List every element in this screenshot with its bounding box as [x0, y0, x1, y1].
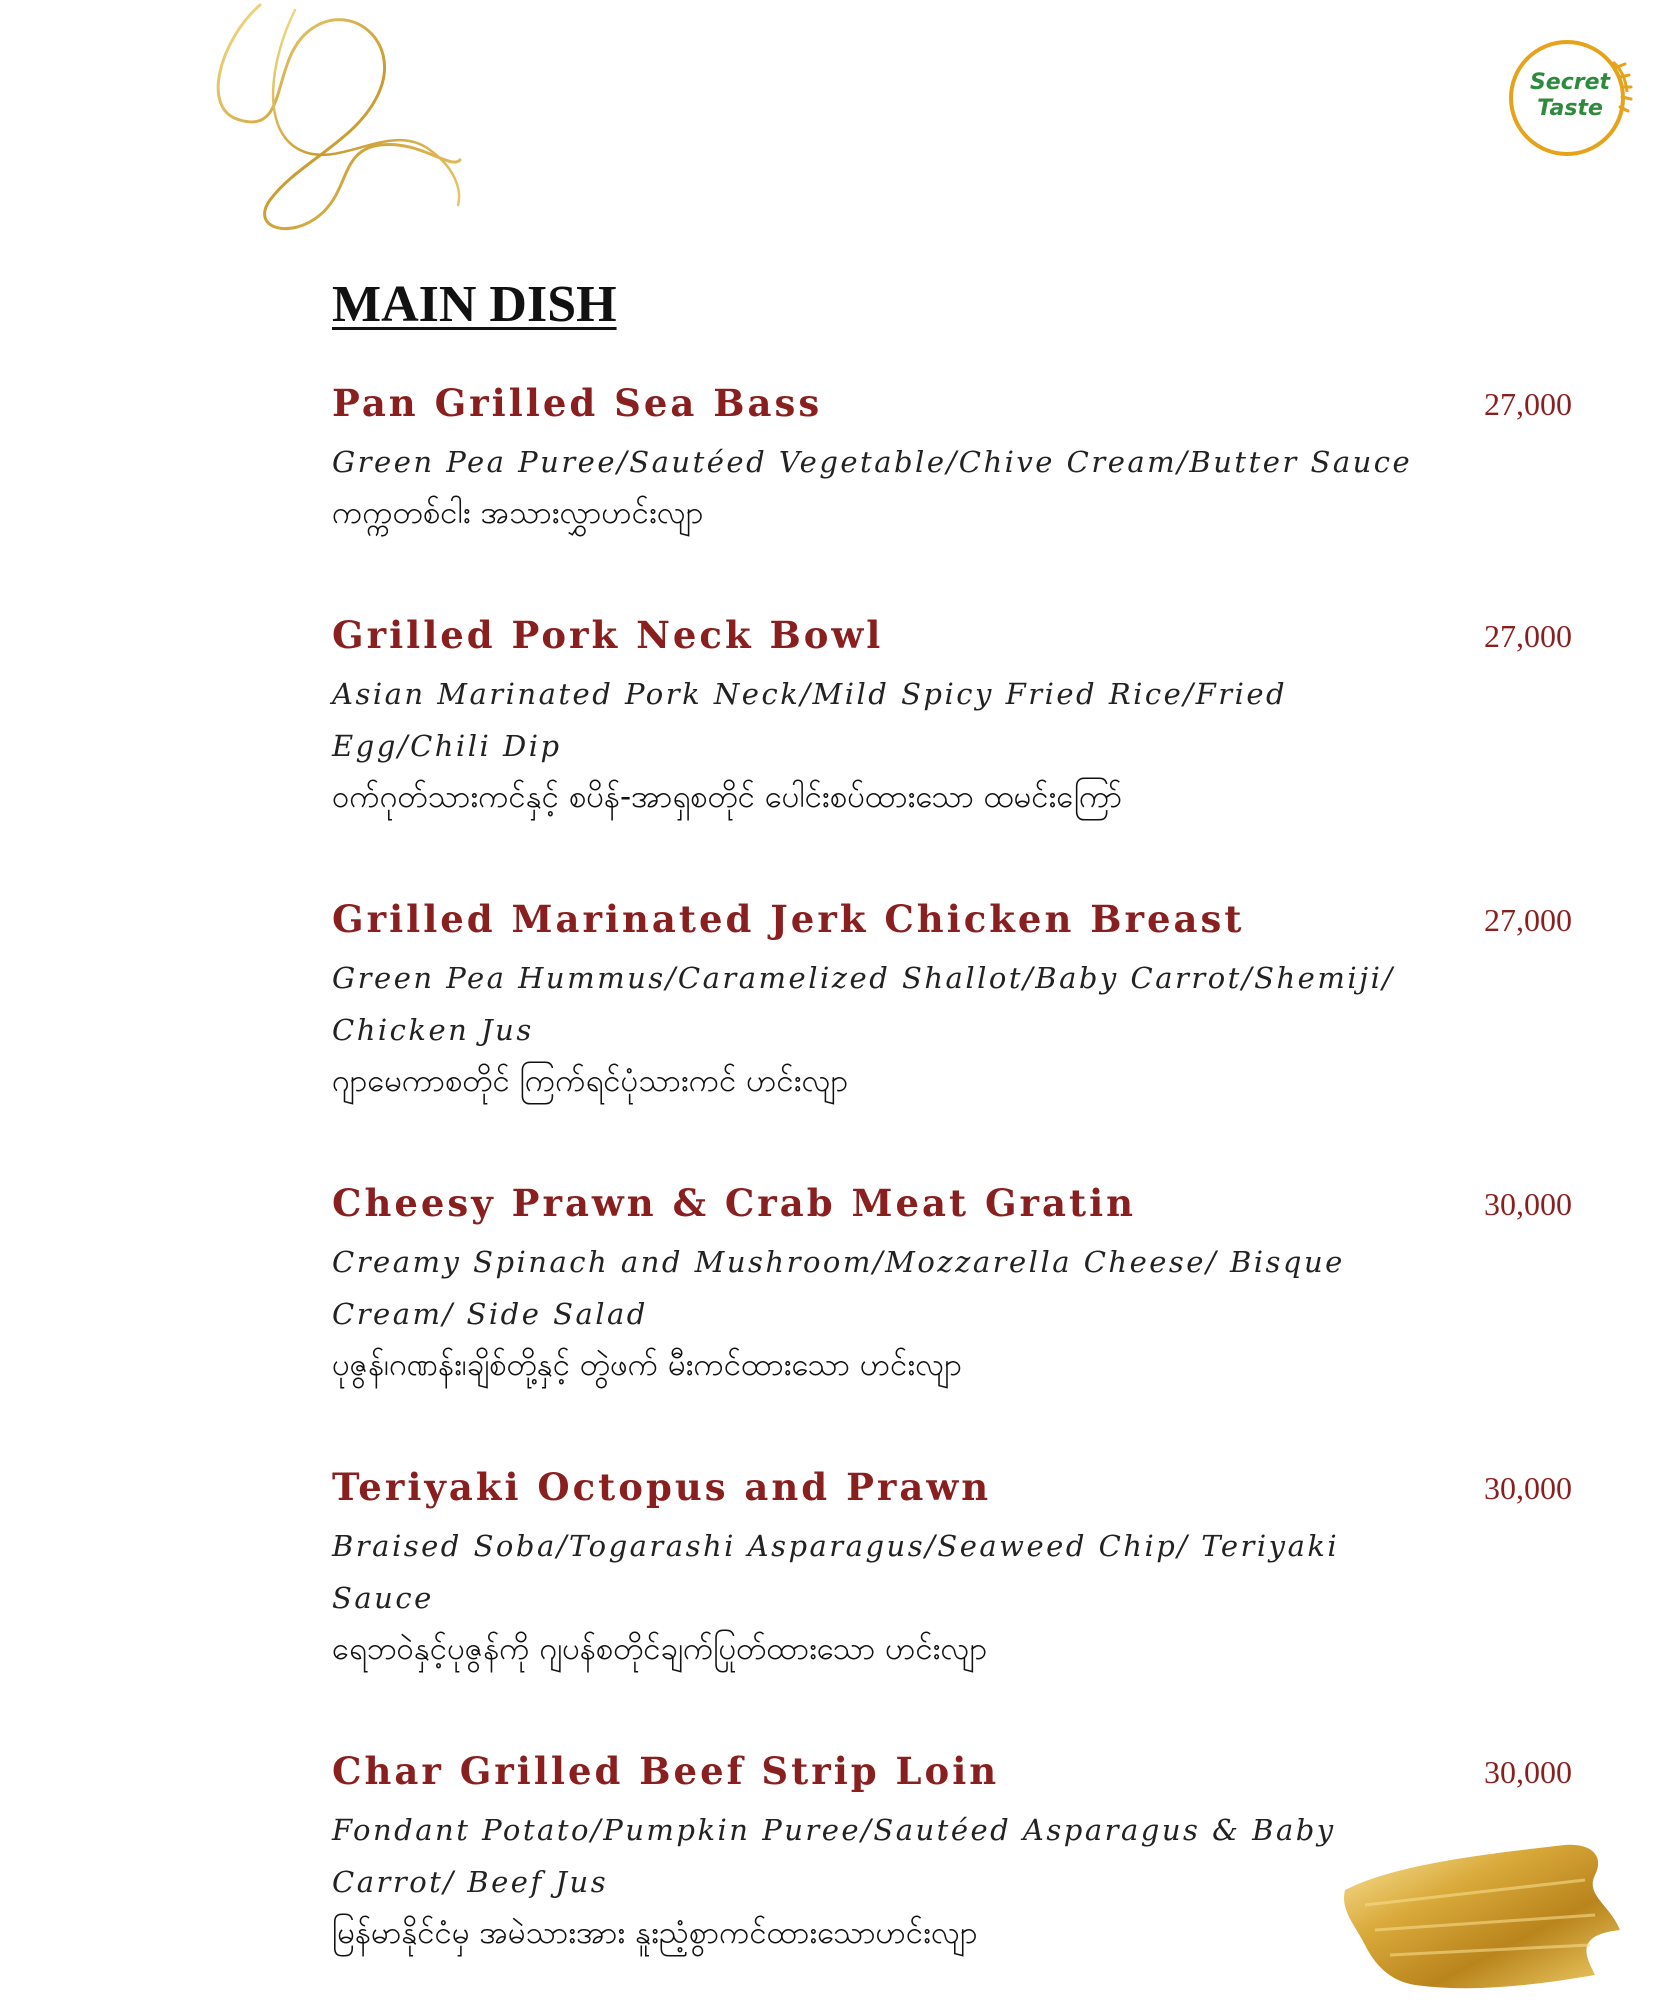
dish-description: Asian Marinated Pork Neck/Mild Spicy Fried Rice/Fried Egg/Chili Dip	[332, 677, 1288, 763]
dish-description: Green Pea Hummus/Caramelized Shallot/Baby Carrot/Shemiji/ Chicken Jus	[332, 961, 1395, 1047]
dish-local-name: ရေဘဝဲနှင့်ပုဇွန်ကို ဂျပန်စတိုင်ချက်ပြုတ်ထားသော ဟင်းလျာ	[332, 1631, 988, 1667]
dish-price: 27,000	[1484, 902, 1572, 938]
dish-price: 30,000	[1484, 1186, 1572, 1222]
dish-description: Braised Soba/Togarashi Asparagus/Seaweed Chip/ Teriyaki Sauce	[332, 1529, 1340, 1615]
dish-price: 27,000	[1484, 386, 1572, 422]
section-title: MAIN DISH	[332, 276, 617, 333]
dish-item	[332, 1178, 1572, 1390]
dish-name: Grilled Marinated Jerk Chicken Breast	[332, 897, 1245, 941]
dish-local-name: ဝက်ဂုတ်သားကင်နှင့် စပိန်-အာရှစတိုင် ပေါင်းစပ်ထားသော ထမင်းကြော်	[332, 779, 1123, 815]
dish-item	[332, 378, 1572, 538]
dish-item	[332, 1462, 1572, 1674]
dish-description: Creamy Spinach and Mushroom/Mozzarella Cheese/ Bisque Cream/ Side Salad	[332, 1245, 1345, 1331]
logo-line-2: Taste	[1537, 96, 1603, 121]
dish-price: 30,000	[1484, 1470, 1572, 1506]
dish-price: 30,000	[1484, 1754, 1572, 1790]
dish-item	[332, 610, 1572, 822]
secret-taste-logo	[1505, 32, 1635, 162]
dish-local-name: ပုဇွန်၊ဂဏန်း၊ချိစ်တို့နှင့် တွဲဖက် မီးကင်ထားသော ဟင်းလျာ	[332, 1347, 962, 1383]
dish-name: Cheesy Prawn & Crab Meat Gratin	[332, 1181, 1137, 1225]
dish-name: Teriyaki Octopus and Prawn	[332, 1465, 992, 1509]
gold-swirl-decoration	[200, 0, 480, 240]
dish-description: Fondant Potato/Pumpkin Puree/Sautéed Asparagus & Baby Carrot/ Beef Jus	[332, 1813, 1336, 1899]
dish-item	[332, 894, 1572, 1106]
logo-line-1: Secret	[1529, 70, 1611, 95]
dish-local-name: ကက္ကတစ်ငါး အသားလွှာဟင်းလျာ	[332, 495, 704, 531]
dish-price: 27,000	[1484, 618, 1572, 654]
dish-name: Pan Grilled Sea Bass	[332, 381, 823, 425]
dish-name: Char Grilled Beef Strip Loin	[332, 1749, 1000, 1793]
dish-local-name: မြန်မာနိုင်ငံမှ အမဲသားအား နူးညံ့စွာကင်ထားသောဟင်းလျာ	[332, 1915, 978, 1951]
gold-brush-decoration	[1335, 1835, 1625, 1995]
dish-local-name: ဂျာမေကာစတိုင် ကြက်ရင်ပုံသားကင် ဟင်းလျာ	[332, 1063, 849, 1099]
dish-description: Green Pea Puree/Sautéed Vegetable/Chive Cream/Butter Sauce	[332, 445, 1413, 479]
dish-name: Grilled Pork Neck Bowl	[332, 613, 884, 657]
menu-section	[332, 270, 1572, 1958]
